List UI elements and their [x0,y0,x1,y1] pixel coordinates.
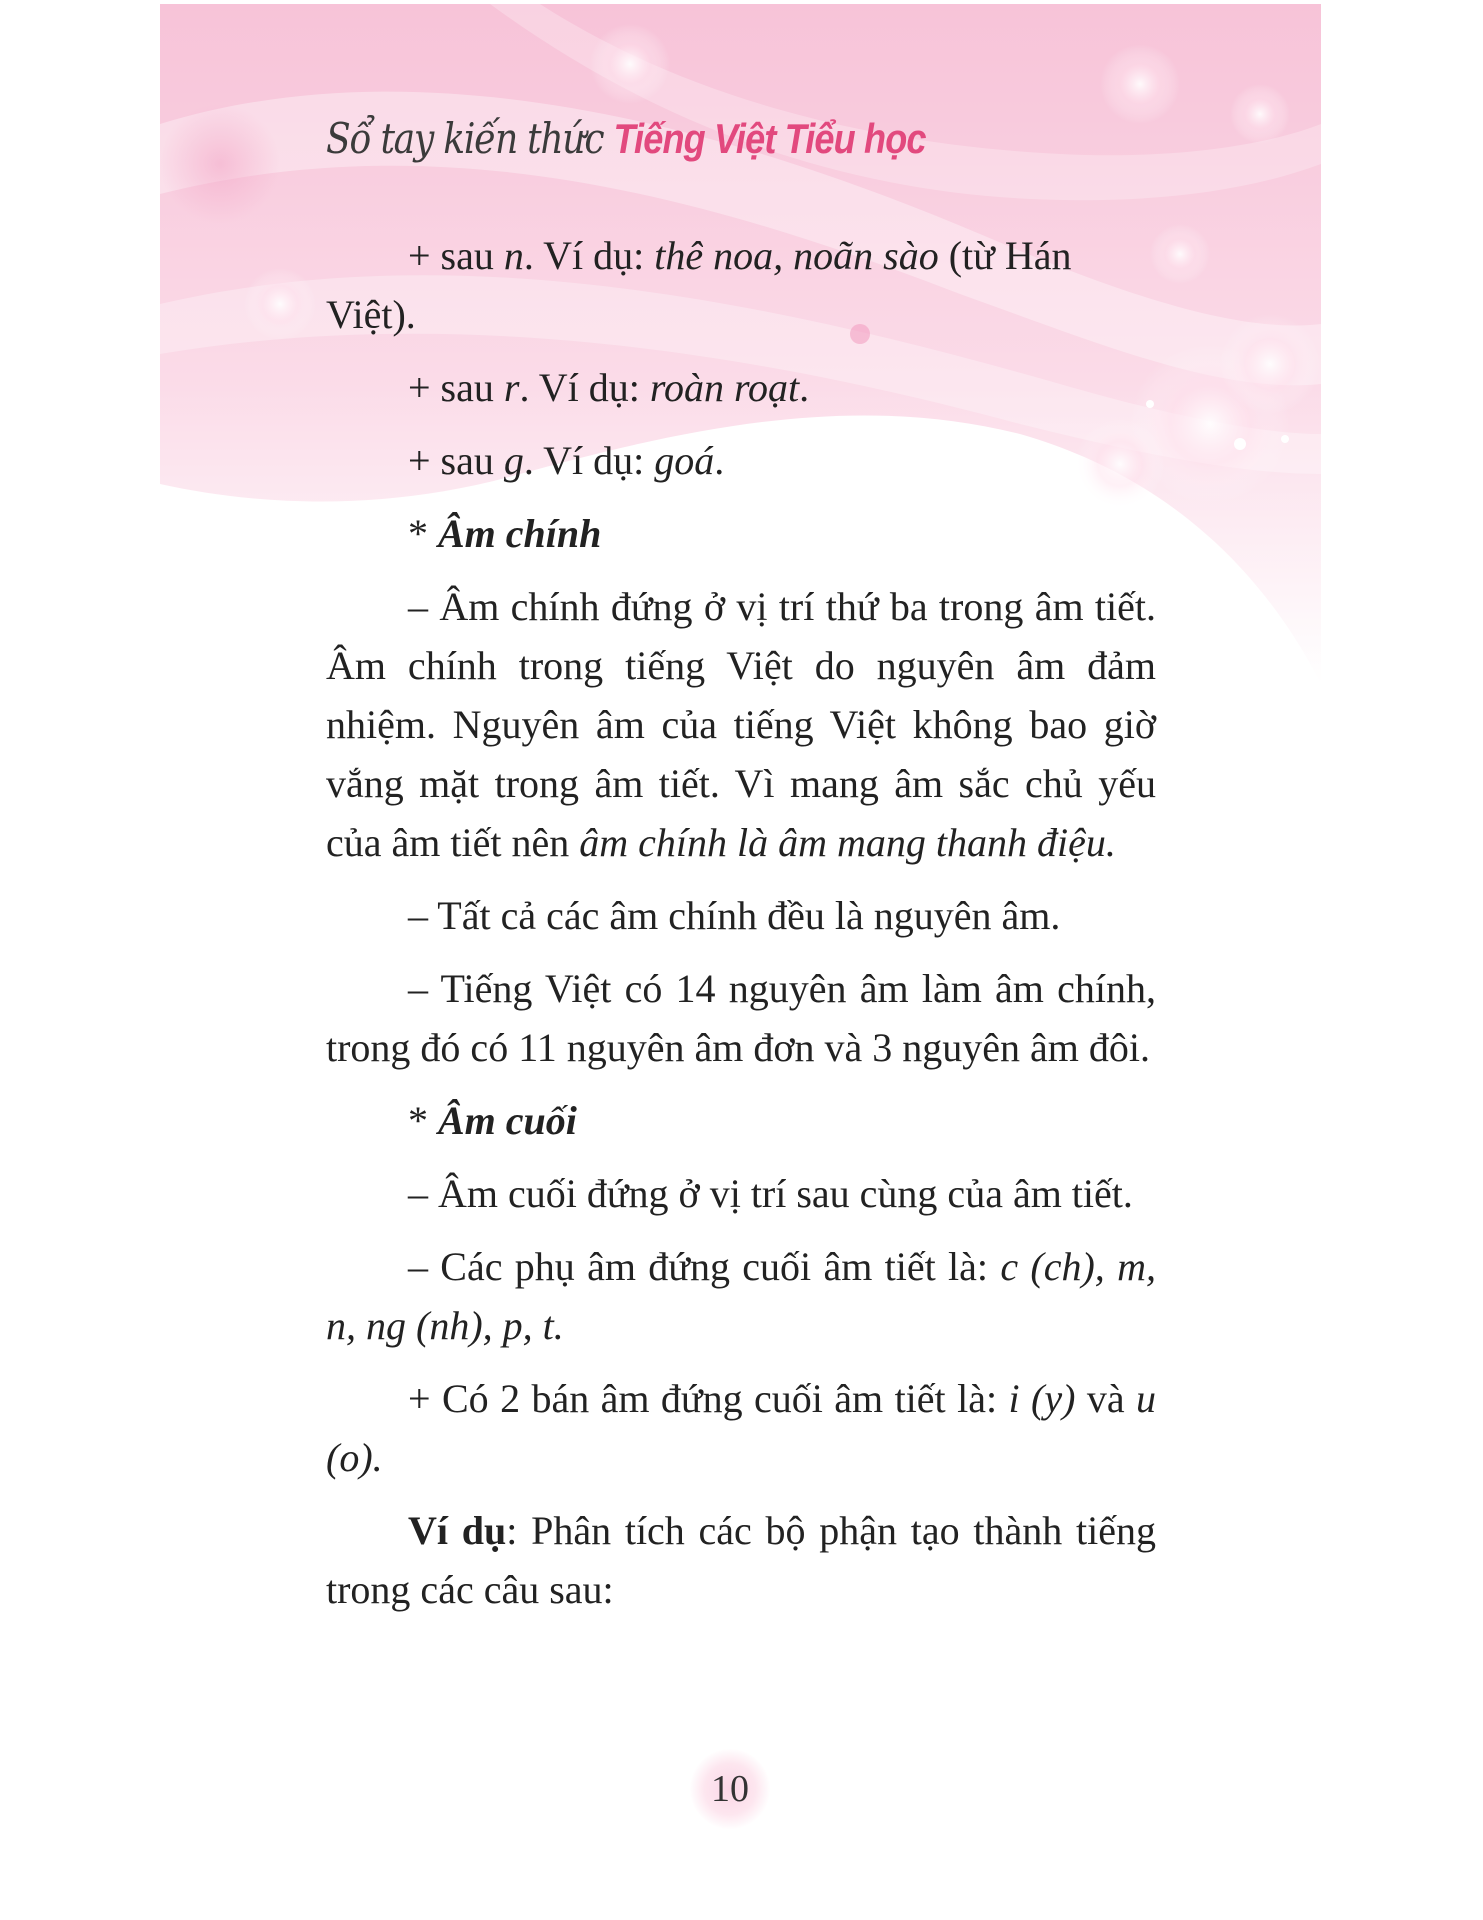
text-span: – Các phụ âm đứng cuối âm tiết là: [408,1244,1001,1289]
section-title: Âm cuối [438,1098,577,1143]
text-span: + sau [408,365,504,410]
section-heading-am-chinh [326,504,1156,563]
paragraph-am-chinh-1 [326,577,1156,872]
example-line-n [326,226,1156,344]
text-span: : Phân tích các bộ phận tạo thành tiếng trong các câu sau: [326,1508,1156,1612]
text-span: (từ Hán Việt). [326,233,1072,337]
page-number-badge [690,1749,770,1829]
page-number: 10 [711,1768,749,1810]
paragraph-am-chinh-2: – Tất cả các âm chính đều là nguyên âm. [408,893,1061,938]
text-span: + Có 2 bán âm đứng cuối âm tiết là: [408,1376,1009,1421]
italic-phrase: âm chính là âm mang thanh điệu. [579,820,1116,865]
text-span: + sau [408,233,504,278]
text-span: . Ví dụ: [523,438,655,483]
header-title-prefix: Sổ tay kiến thức [326,114,614,163]
text-span: . Ví dụ: [519,365,650,410]
text-span: . [714,438,725,483]
italic-list: u (o). [326,1376,1156,1480]
italic-list: i (y) [1008,1376,1076,1421]
italic-example: roàn roạt [649,365,800,410]
paragraph-am-cuoi-2 [326,1237,1156,1355]
example-line-g [326,431,1156,490]
italic-list: c (ch), m, n, ng (nh), p, t. [326,1244,1156,1348]
text-span: và [1075,1376,1136,1421]
italic-letter: r [503,365,520,410]
text-span: . Ví dụ: [523,233,655,278]
paragraph-am-chinh-3: – Tiếng Việt có 14 nguyên âm làm âm chính, trong đó có 11 nguyên âm đơn và 3 nguyên âm đôi. [326,966,1156,1070]
text-span: . [799,365,810,410]
section-title: Âm chính [438,511,602,556]
text-span: + sau [408,438,504,483]
text-span: – Âm chính đứng ở vị trí thứ ba trong âm tiết. Âm chính trong tiếng Việt do nguyên âm đảm nhiệm. Nguyên âm của tiếng Việt không bao giờ vắng mặt trong âm tiết. Vì mang âm sắc chủ yếu của âm tiết nên [326,584,1156,865]
section-heading-am-cuoi [326,1091,1156,1150]
paragraph-vi-du [326,1501,1156,1619]
book-page [160,4,1321,1914]
italic-letter: g [503,438,524,483]
star-marker: * [408,511,438,556]
paragraph-am-cuoi-1: – Âm cuối đứng ở vị trí sau cùng của âm tiết. [408,1171,1133,1216]
italic-example: thê noa, noãn sào [654,233,939,278]
running-header [326,114,926,184]
example-line-r [326,358,1156,417]
star-marker: * [408,1098,438,1143]
italic-letter: n [503,233,524,278]
paragraph-am-cuoi-3 [326,1369,1156,1487]
header-title-accent: Tiếng Việt Tiểu học [613,115,926,162]
italic-example: goá [654,438,715,483]
bold-label: Ví dụ [408,1508,507,1553]
page-body [326,226,1156,1633]
